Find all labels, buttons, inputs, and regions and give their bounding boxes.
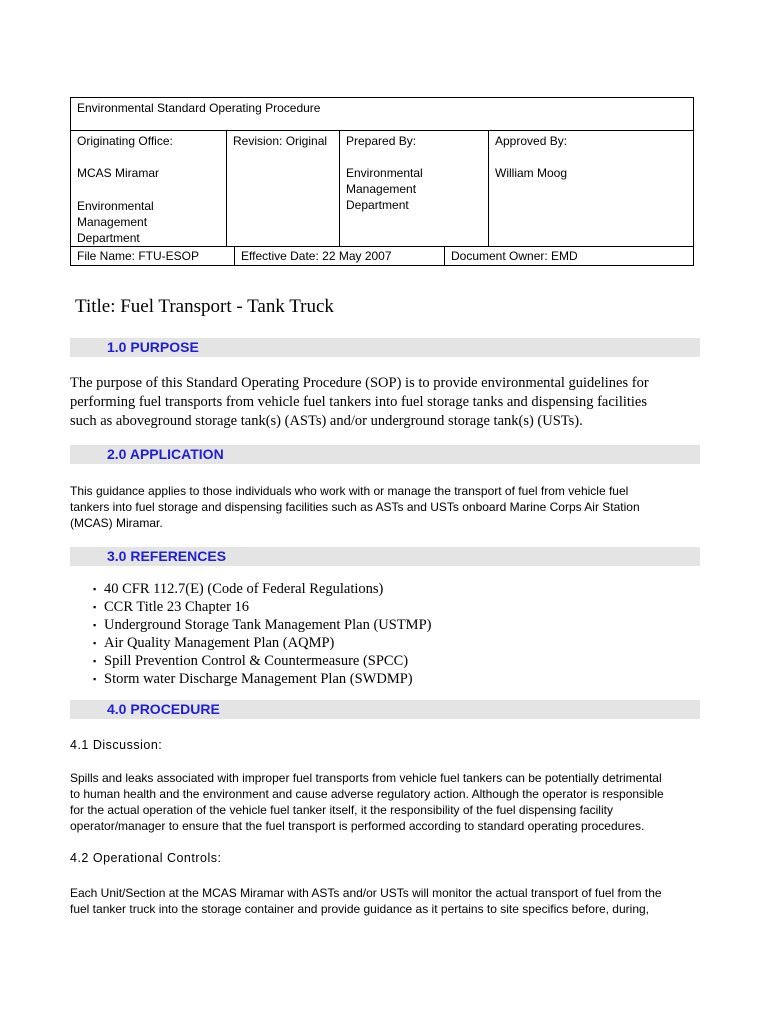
operational-controls-heading: 4.2 Operational Controls:	[70, 851, 222, 865]
application-paragraph	[70, 483, 700, 531]
paragraph-line: Each Unit/Section at the MCAS Miramar with ASTs and/or USTs will monitor the actual transport of fuel from the	[70, 886, 662, 900]
section-heading-procedure	[70, 700, 700, 719]
section-heading-purpose	[70, 338, 700, 357]
header-row-doc-type	[71, 98, 693, 131]
effective-date: Effective Date: 22 May 2007	[235, 247, 445, 265]
reference-text: Air Quality Management Plan (AQMP)	[104, 635, 335, 651]
revision-cell: Revision: Original	[227, 131, 340, 246]
references-list	[93, 580, 431, 688]
bullet-icon: ▪	[93, 584, 97, 594]
bullet-icon: ▪	[93, 674, 97, 684]
reference-text: Underground Storage Tank Management Plan (USTMP)	[104, 617, 432, 633]
section-heading-text: 1.0 PURPOSE	[107, 339, 199, 355]
list-item	[93, 634, 431, 652]
prepared-by-line: Environmental	[346, 166, 423, 180]
header-row-details	[71, 131, 693, 247]
header-row-file	[71, 247, 693, 265]
paragraph-line: fuel tanker truck into the storage container and provide guidance as it pertains to site specifics before, during,	[70, 902, 649, 916]
paragraph-line: such as aboveground storage tank(s) (ASTs) and/or underground storage tank(s) (USTs).	[70, 413, 583, 429]
section-heading-references	[70, 547, 700, 566]
section-heading-text: 3.0 REFERENCES	[107, 548, 227, 564]
list-item	[93, 616, 431, 634]
section-heading-text: 4.0 PROCEDURE	[107, 701, 220, 717]
document-title: Title: Fuel Transport - Tank Truck	[75, 296, 334, 317]
paragraph-line: Spills and leaks associated with improper fuel transports from vehicle fuel tankers can be potentially detrimental	[70, 771, 662, 785]
doc-type: Environmental Standard Operating Procedure	[77, 101, 321, 115]
list-item	[93, 580, 431, 598]
purpose-paragraph	[70, 374, 700, 431]
originating-office-line: MCAS Miramar	[77, 166, 160, 180]
originating-office-line: Department	[77, 231, 140, 245]
discussion-heading: 4.1 Discussion:	[70, 738, 163, 752]
prepared-by-label: Prepared By:	[346, 134, 417, 148]
bullet-icon: ▪	[93, 620, 97, 630]
originating-office-line: Management	[77, 215, 148, 229]
bullet-icon: ▪	[93, 638, 97, 648]
reference-text: Storm water Discharge Management Plan (SWDMP)	[104, 671, 413, 687]
list-item	[93, 670, 431, 688]
operational-controls-paragraph	[70, 885, 700, 917]
bullet-icon: ▪	[93, 656, 97, 666]
list-item	[93, 598, 431, 616]
originating-office-label: Originating Office:	[77, 134, 173, 148]
reference-text: CCR Title 23 Chapter 16	[104, 599, 250, 615]
prepared-by-line: Department	[346, 198, 409, 212]
discussion-paragraph	[70, 770, 700, 834]
prepared-by-cell	[340, 131, 489, 246]
originating-office-cell	[71, 131, 227, 246]
header-table	[70, 97, 694, 266]
paragraph-line: for the actual operation of the vehicle fuel tanker itself, it the responsibility of the fuel dispensing facility	[70, 803, 613, 817]
section-heading-application	[70, 445, 700, 464]
paragraph-line: operator/manager to ensure that the fuel transport is performed according to standard operating procedures.	[70, 819, 645, 833]
paragraph-line: (MCAS) Miramar.	[70, 516, 163, 530]
paragraph-line: performing fuel transports from vehicle fuel tankers into fuel storage tanks and dispensing facilities	[70, 394, 648, 410]
paragraph-line: This guidance applies to those individuals who work with or manage the transport of fuel from vehicle fuel	[70, 484, 629, 498]
reference-text: Spill Prevention Control & Countermeasure (SPCC)	[104, 653, 409, 669]
list-item	[93, 652, 431, 670]
originating-office-line: Environmental	[77, 199, 154, 213]
paragraph-line: to human health and the environment and cause adverse regulatory action. Although the operator is responsible	[70, 787, 664, 801]
reference-text: 40 CFR 112.7(E) (Code of Federal Regulations)	[104, 581, 384, 597]
section-heading-text: 2.0 APPLICATION	[107, 446, 224, 462]
approved-by-cell	[489, 131, 693, 246]
approved-by-name: William Moog	[495, 166, 568, 180]
paragraph-line: The purpose of this Standard Operating Procedure (SOP) is to provide environmental guidelines for	[70, 375, 649, 391]
bullet-icon: ▪	[93, 602, 97, 612]
file-name: File Name: FTU-ESOP	[71, 247, 235, 265]
approved-by-label: Approved By:	[495, 134, 568, 148]
prepared-by-line: Management	[346, 182, 417, 196]
paragraph-line: tankers into fuel storage and dispensing facilities such as ASTs and USTs onboard Marine Corps Air Station	[70, 500, 640, 514]
document-owner: Document Owner: EMD	[451, 249, 578, 263]
